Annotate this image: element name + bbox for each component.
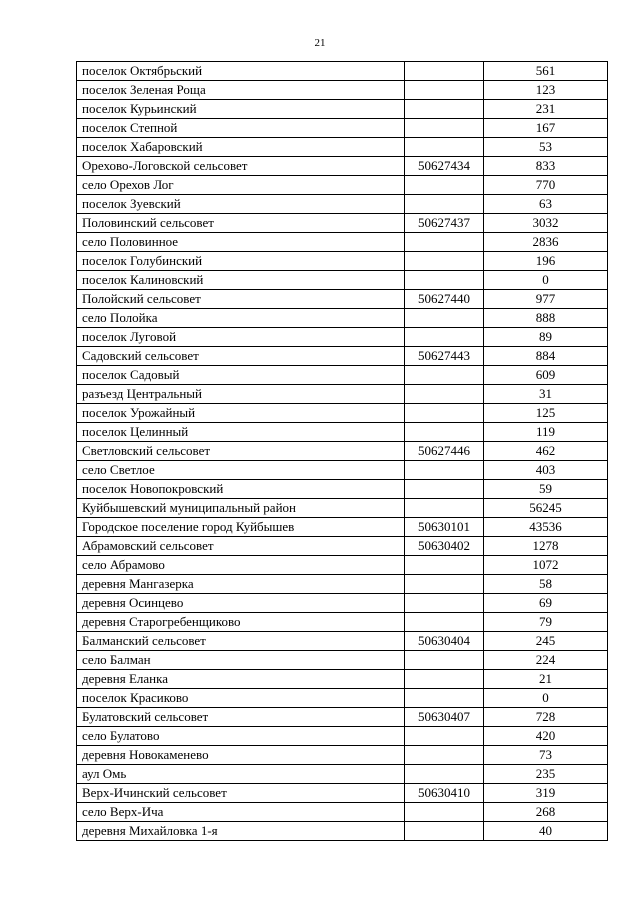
oktmo-code-cell: 50627434 (405, 157, 484, 176)
table-row (77, 822, 608, 841)
population-cell: 196 (484, 252, 608, 271)
settlement-name-cell: село Абрамово (77, 556, 405, 575)
population-cell: 319 (484, 784, 608, 803)
population-table (76, 61, 608, 841)
oktmo-code-cell: 50627443 (405, 347, 484, 366)
table-row (77, 803, 608, 822)
oktmo-code-cell (405, 499, 484, 518)
oktmo-code-cell: 50627446 (405, 442, 484, 461)
table-row (77, 594, 608, 613)
table-row (77, 708, 608, 727)
population-cell: 21 (484, 670, 608, 689)
population-cell: 0 (484, 271, 608, 290)
population-cell: 53 (484, 138, 608, 157)
population-cell: 833 (484, 157, 608, 176)
population-cell: 167 (484, 119, 608, 138)
oktmo-code-cell (405, 62, 484, 81)
oktmo-code-cell (405, 765, 484, 784)
table-row (77, 290, 608, 309)
population-cell: 56245 (484, 499, 608, 518)
population-cell: 63 (484, 195, 608, 214)
population-cell: 43536 (484, 518, 608, 537)
population-cell: 119 (484, 423, 608, 442)
table-row (77, 442, 608, 461)
oktmo-code-cell: 50627437 (405, 214, 484, 233)
population-cell: 40 (484, 822, 608, 841)
population-cell: 884 (484, 347, 608, 366)
oktmo-code-cell: 50630402 (405, 537, 484, 556)
settlement-name-cell: поселок Новопокровский (77, 480, 405, 499)
settlement-name-cell: поселок Зуевский (77, 195, 405, 214)
table-row (77, 651, 608, 670)
population-cell: 69 (484, 594, 608, 613)
settlement-name-cell: деревня Старогребенщиково (77, 613, 405, 632)
settlement-name-cell: поселок Хабаровский (77, 138, 405, 157)
population-cell: 609 (484, 366, 608, 385)
settlement-name-cell: Орехово-Логовской сельсовет (77, 157, 405, 176)
table-row (77, 765, 608, 784)
table-row (77, 632, 608, 651)
settlement-name-cell: село Полойка (77, 309, 405, 328)
settlement-name-cell: Абрамовский сельсовет (77, 537, 405, 556)
oktmo-code-cell (405, 594, 484, 613)
oktmo-code-cell (405, 822, 484, 841)
population-cell: 231 (484, 100, 608, 119)
population-cell: 123 (484, 81, 608, 100)
settlement-name-cell: поселок Целинный (77, 423, 405, 442)
settlement-name-cell: село Балман (77, 651, 405, 670)
population-cell: 728 (484, 708, 608, 727)
oktmo-code-cell (405, 727, 484, 746)
population-cell: 888 (484, 309, 608, 328)
settlement-name-cell: село Орехов Лог (77, 176, 405, 195)
table-row (77, 404, 608, 423)
table-row (77, 271, 608, 290)
population-cell: 245 (484, 632, 608, 651)
oktmo-code-cell (405, 366, 484, 385)
table-row (77, 727, 608, 746)
settlement-name-cell: Садовский сельсовет (77, 347, 405, 366)
oktmo-code-cell: 50630410 (405, 784, 484, 803)
table-row (77, 366, 608, 385)
settlement-name-cell: поселок Красиково (77, 689, 405, 708)
settlement-name-cell: поселок Курьинский (77, 100, 405, 119)
settlement-name-cell: Городское поселение город Куйбышев (77, 518, 405, 537)
oktmo-code-cell (405, 556, 484, 575)
settlement-name-cell: деревня Еланка (77, 670, 405, 689)
oktmo-code-cell (405, 404, 484, 423)
oktmo-code-cell (405, 100, 484, 119)
oktmo-code-cell (405, 81, 484, 100)
table-row (77, 385, 608, 404)
oktmo-code-cell (405, 195, 484, 214)
oktmo-code-cell: 50630407 (405, 708, 484, 727)
oktmo-code-cell (405, 651, 484, 670)
population-cell: 268 (484, 803, 608, 822)
oktmo-code-cell (405, 746, 484, 765)
population-cell: 1072 (484, 556, 608, 575)
oktmo-code-cell (405, 461, 484, 480)
population-cell: 31 (484, 385, 608, 404)
table-row (77, 347, 608, 366)
settlement-name-cell: поселок Октябрьский (77, 62, 405, 81)
population-cell: 977 (484, 290, 608, 309)
settlement-name-cell: село Светлое (77, 461, 405, 480)
oktmo-code-cell (405, 309, 484, 328)
oktmo-code-cell (405, 252, 484, 271)
table-row (77, 100, 608, 119)
settlement-name-cell: Светловский сельсовет (77, 442, 405, 461)
oktmo-code-cell (405, 689, 484, 708)
table-body (77, 62, 608, 841)
population-cell: 89 (484, 328, 608, 347)
oktmo-code-cell (405, 670, 484, 689)
settlement-name-cell: поселок Урожайный (77, 404, 405, 423)
table-row (77, 195, 608, 214)
table-row (77, 423, 608, 442)
settlement-name-cell: Половинский сельсовет (77, 214, 405, 233)
settlement-name-cell: Балманский сельсовет (77, 632, 405, 651)
settlement-name-cell: деревня Осинцево (77, 594, 405, 613)
settlement-name-cell: Верх-Ичинский сельсовет (77, 784, 405, 803)
oktmo-code-cell (405, 176, 484, 195)
settlement-name-cell: село Половинное (77, 233, 405, 252)
population-cell: 59 (484, 480, 608, 499)
settlement-name-cell: Булатовский сельсовет (77, 708, 405, 727)
settlement-name-cell: деревня Новокаменево (77, 746, 405, 765)
population-cell: 79 (484, 613, 608, 632)
population-cell: 462 (484, 442, 608, 461)
table-row (77, 214, 608, 233)
table-row (77, 613, 608, 632)
table-row (77, 575, 608, 594)
settlement-name-cell: поселок Садовый (77, 366, 405, 385)
oktmo-code-cell (405, 233, 484, 252)
population-cell: 73 (484, 746, 608, 765)
oktmo-code-cell (405, 119, 484, 138)
table-row (77, 556, 608, 575)
population-cell: 3032 (484, 214, 608, 233)
table-row (77, 233, 608, 252)
population-cell: 58 (484, 575, 608, 594)
table-row (77, 689, 608, 708)
population-cell: 0 (484, 689, 608, 708)
settlement-name-cell: поселок Степной (77, 119, 405, 138)
settlement-name-cell: поселок Калиновский (77, 271, 405, 290)
table-row (77, 746, 608, 765)
oktmo-code-cell: 50630404 (405, 632, 484, 651)
population-cell: 561 (484, 62, 608, 81)
oktmo-code-cell: 50630101 (405, 518, 484, 537)
table-row (77, 81, 608, 100)
table-row (77, 252, 608, 271)
settlement-name-cell: разъезд Центральный (77, 385, 405, 404)
population-cell: 224 (484, 651, 608, 670)
table-row (77, 784, 608, 803)
settlement-name-cell: поселок Зеленая Роща (77, 81, 405, 100)
table-row (77, 499, 608, 518)
settlement-name-cell: деревня Михайловка 1-я (77, 822, 405, 841)
population-cell: 403 (484, 461, 608, 480)
oktmo-code-cell (405, 385, 484, 404)
settlement-name-cell: поселок Луговой (77, 328, 405, 347)
table-row (77, 309, 608, 328)
population-cell: 770 (484, 176, 608, 195)
settlement-name-cell: Куйбышевский муниципальный район (77, 499, 405, 518)
settlement-name-cell: Полойский сельсовет (77, 290, 405, 309)
oktmo-code-cell (405, 271, 484, 290)
oktmo-code-cell (405, 480, 484, 499)
oktmo-code-cell (405, 803, 484, 822)
oktmo-code-cell (405, 328, 484, 347)
oktmo-code-cell (405, 423, 484, 442)
page-number: 21 (314, 37, 326, 49)
oktmo-code-cell: 50627440 (405, 290, 484, 309)
table-row (77, 328, 608, 347)
table-row (77, 670, 608, 689)
table-row (77, 62, 608, 81)
settlement-name-cell: аул Омь (77, 765, 405, 784)
table-row (77, 176, 608, 195)
population-cell: 420 (484, 727, 608, 746)
table-row (77, 119, 608, 138)
table-row (77, 461, 608, 480)
settlement-name-cell: село Булатово (77, 727, 405, 746)
settlement-name-cell: поселок Голубинский (77, 252, 405, 271)
settlement-name-cell: деревня Мангазерка (77, 575, 405, 594)
population-cell: 235 (484, 765, 608, 784)
table-row (77, 157, 608, 176)
table-row (77, 138, 608, 157)
population-cell: 1278 (484, 537, 608, 556)
table-row (77, 537, 608, 556)
population-cell: 2836 (484, 233, 608, 252)
settlement-name-cell: село Верх-Ича (77, 803, 405, 822)
population-cell: 125 (484, 404, 608, 423)
table-row (77, 480, 608, 499)
oktmo-code-cell (405, 613, 484, 632)
oktmo-code-cell (405, 138, 484, 157)
table-row (77, 518, 608, 537)
oktmo-code-cell (405, 575, 484, 594)
